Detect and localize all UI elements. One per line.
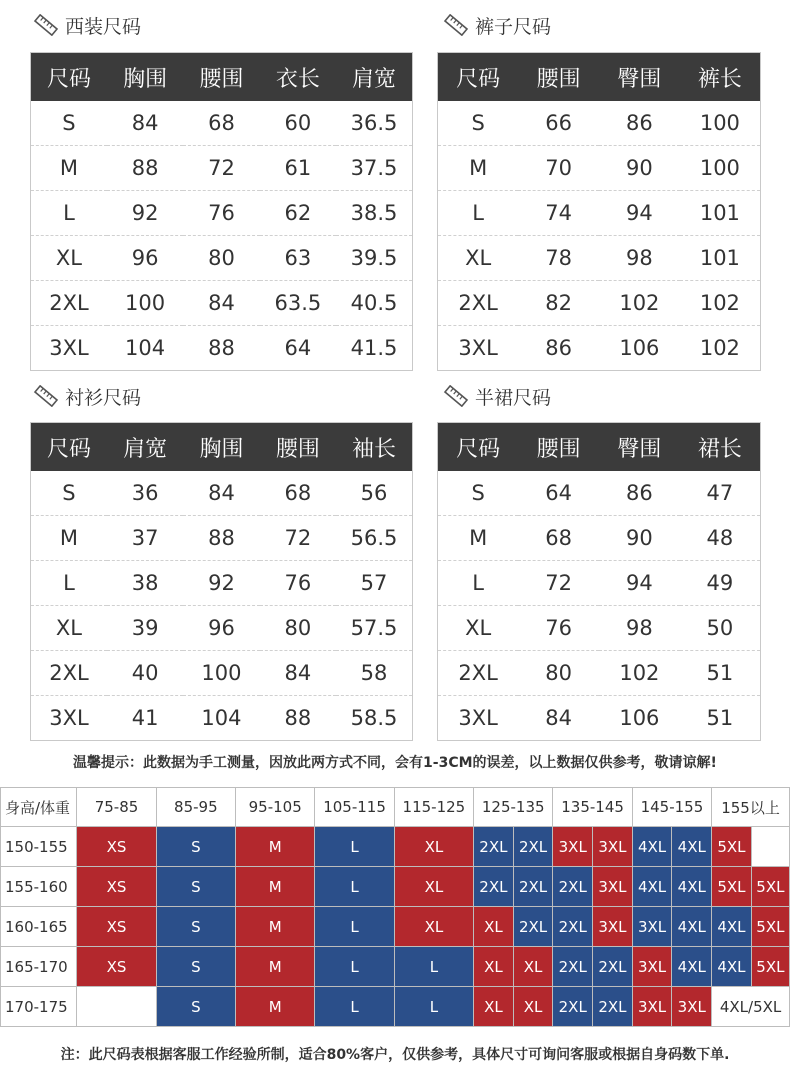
table-cell: 86 (545, 336, 572, 360)
height-range-label: 155-160 (1, 867, 77, 907)
table-cell: L (31, 561, 107, 606)
table-row (31, 326, 413, 371)
height-range-label: 150-155 (1, 827, 77, 867)
table-cell: XL (438, 606, 519, 651)
weight-range-header: 105-115 (315, 788, 394, 827)
table-row (31, 236, 413, 281)
table-cell: 3XL (49, 706, 89, 730)
header-row (438, 53, 761, 102)
table-row (438, 191, 761, 236)
table-cell: 106 (619, 336, 660, 360)
table-cell: 39 (107, 606, 183, 651)
table-cell: 90 (599, 516, 680, 561)
table-cell: 98 (599, 606, 680, 651)
table-cell: 102 (599, 281, 680, 326)
size-cell: 3XL (593, 827, 633, 867)
column-header: 胸围 (107, 53, 183, 102)
table-cell: 88 (183, 516, 259, 561)
column-header: 臀围 (599, 423, 680, 472)
table-row (31, 651, 413, 696)
table-cell: 90 (599, 146, 680, 191)
size-cell: L (315, 987, 394, 1027)
size-cell: 4XL/5XL (712, 987, 790, 1027)
table-cell: 101 (680, 236, 761, 281)
table-cell: 51 (680, 651, 761, 696)
table-cell: 84 (107, 101, 183, 146)
table-cell: M (438, 516, 519, 561)
table-cell: 72 (260, 516, 336, 561)
table-cell: 102 (699, 336, 740, 360)
column-header: 尺码 (31, 53, 107, 102)
grid-row (1, 947, 790, 987)
header-row (31, 53, 413, 102)
table-cell: 58 (336, 651, 412, 696)
table-cell: 36 (107, 471, 183, 516)
table-cell: S (31, 471, 107, 516)
table-row (438, 516, 761, 561)
weight-range-header: 145-155 (632, 788, 711, 827)
size-cell: 4XL (632, 827, 672, 867)
size-cell: 4XL (712, 907, 752, 947)
size-cell: XL (394, 907, 473, 947)
grid-row (1, 867, 790, 907)
size-cell: L (315, 867, 394, 907)
grid-header-row (1, 788, 790, 827)
column-header: 尺码 (438, 53, 519, 102)
table-cell: 88 (284, 706, 312, 730)
table-row (438, 236, 761, 281)
size-cell: 5XL (712, 827, 752, 867)
table-cell: 86 (599, 101, 680, 146)
table-row (31, 191, 413, 236)
size-cell: XS (77, 947, 156, 987)
size-cell: L (315, 947, 394, 987)
table-cell: 3XL (49, 336, 89, 360)
table-cell: 41.5 (350, 336, 398, 360)
table-cell: 38 (107, 561, 183, 606)
column-header: 臀围 (599, 53, 680, 102)
table-row (31, 606, 413, 651)
column-header: 胸围 (183, 423, 259, 472)
column-header: 衣长 (260, 53, 336, 102)
weight-range-header: 155以上 (712, 788, 790, 827)
table-cell: XL (438, 236, 519, 281)
table-cell: 100 (680, 101, 761, 146)
table-cell: 86 (599, 471, 680, 516)
table-cell: 72 (518, 561, 599, 606)
table-cell: M (31, 516, 107, 561)
weight-range-header: 135-145 (553, 788, 632, 827)
table-cell: 76 (183, 191, 259, 236)
header-row (438, 423, 761, 472)
table-cell: 84 (183, 471, 259, 516)
table-cell: 104 (125, 336, 166, 360)
size-cell: XS (77, 827, 156, 867)
table-cell: 40.5 (336, 281, 412, 326)
pants-section-title (443, 12, 551, 38)
size-cell: M (236, 827, 315, 867)
height-range-label: 165-170 (1, 947, 77, 987)
table-cell: 88 (208, 336, 235, 360)
size-cell: 2XL (593, 987, 633, 1027)
table-cell: S (438, 471, 519, 516)
size-cell: 2XL (513, 827, 553, 867)
table-row (438, 326, 761, 371)
skirt-title-text: 半裙尺码 (475, 386, 552, 409)
table-cell: 63 (260, 236, 336, 281)
column-header: 袖长 (336, 423, 412, 472)
shirt-size-table (30, 422, 413, 741)
table-cell: 50 (680, 606, 761, 651)
size-cell: 5XL (712, 867, 752, 907)
table-cell: 98 (599, 236, 680, 281)
table-cell: 61 (260, 146, 336, 191)
size-cell: XS (77, 907, 156, 947)
table-cell: 102 (680, 281, 761, 326)
table-row (438, 651, 761, 696)
table-cell: 37.5 (336, 146, 412, 191)
table-cell: 70 (518, 146, 599, 191)
size-cell: S (156, 947, 235, 987)
table-cell: 2XL (438, 281, 519, 326)
column-header: 尺码 (31, 423, 107, 472)
suit-title-text: 西装尺码 (65, 15, 142, 38)
shirt-section-title (33, 383, 141, 409)
column-header: 裙长 (680, 423, 761, 472)
table-cell: 48 (680, 516, 761, 561)
table-cell: S (31, 101, 107, 146)
table-cell: XL (31, 236, 107, 281)
size-cell: 2XL (513, 867, 553, 907)
table-cell: 102 (599, 651, 680, 696)
height-range-label: 170-175 (1, 987, 77, 1027)
size-cell: XL (474, 947, 514, 987)
table-cell: 84 (183, 281, 259, 326)
size-cell: 2XL (553, 947, 593, 987)
table-cell: 57 (336, 561, 412, 606)
table-cell: 80 (260, 606, 336, 651)
size-cell: 3XL (632, 907, 672, 947)
table-cell: 76 (260, 561, 336, 606)
table-cell: 3XL (458, 706, 498, 730)
grid-row (1, 827, 790, 867)
table-row (438, 561, 761, 606)
size-cell: 2XL (553, 987, 593, 1027)
size-cell: S (156, 827, 235, 867)
table-cell: 64 (518, 471, 599, 516)
size-cell: 4XL (672, 867, 712, 907)
size-cell: M (236, 987, 315, 1027)
weight-range-header: 95-105 (236, 788, 315, 827)
table-row (438, 101, 761, 146)
size-cell: L (315, 907, 394, 947)
table-cell: 80 (183, 236, 259, 281)
size-cell: XL (474, 987, 514, 1027)
table-cell: 74 (518, 191, 599, 236)
table-row (31, 516, 413, 561)
table-cell: 106 (619, 706, 660, 730)
table-cell: L (438, 561, 519, 606)
size-cell: 5XL (751, 867, 789, 907)
shirt-title-text: 衬衫尺码 (65, 386, 142, 409)
table-cell: 100 (680, 146, 761, 191)
column-header: 腰围 (518, 53, 599, 102)
table-cell: 40 (107, 651, 183, 696)
size-cell: XS (77, 867, 156, 907)
size-cell: 4XL (672, 947, 712, 987)
table-cell: 68 (260, 471, 336, 516)
table-cell: 56.5 (336, 516, 412, 561)
size-cell: XL (513, 987, 553, 1027)
table-row (438, 696, 761, 741)
table-cell: 49 (680, 561, 761, 606)
size-cell: S (156, 987, 235, 1027)
weight-range-header: 125-135 (474, 788, 553, 827)
size-cell: 3XL (632, 987, 672, 1027)
table-cell: 39.5 (336, 236, 412, 281)
ruler-icon (443, 385, 469, 407)
column-header: 腰围 (260, 423, 336, 472)
table-cell: 64 (284, 336, 312, 360)
measurement-tip: 温馨提示：此数据为手工测量，因放此两方式不同，会有1-3CM的误差，以上数据仅供参考，敬请谅解! (73, 755, 717, 771)
size-cell: L (394, 947, 473, 987)
size-cell: 2XL (474, 827, 514, 867)
table-cell: 84 (545, 706, 572, 730)
table-cell: 36.5 (336, 101, 412, 146)
table-cell: 76 (518, 606, 599, 651)
suit-section-title (33, 12, 141, 38)
table-cell: 57.5 (336, 606, 412, 651)
table-row (31, 561, 413, 606)
size-cell: L (394, 987, 473, 1027)
table-cell: 2XL (438, 651, 519, 696)
size-cell: 2XL (474, 867, 514, 907)
table-cell: 62 (260, 191, 336, 236)
table-cell: 68 (518, 516, 599, 561)
table-cell: 41 (131, 706, 159, 730)
table-row (438, 146, 761, 191)
weight-range-header: 85-95 (156, 788, 235, 827)
table-cell: M (31, 146, 107, 191)
table-cell: XL (31, 606, 107, 651)
table-cell: S (438, 101, 519, 146)
size-cell: 3XL (632, 947, 672, 987)
column-header: 肩宽 (336, 53, 412, 102)
table-row (31, 281, 413, 326)
table-cell: 3XL (458, 336, 498, 360)
suit-size-table (30, 52, 413, 371)
table-cell: 47 (680, 471, 761, 516)
table-cell: 58.5 (350, 706, 398, 730)
size-cell: 5XL (751, 907, 789, 947)
size-cell: 3XL (593, 907, 633, 947)
table-cell: 94 (599, 561, 680, 606)
height-range-label: 160-165 (1, 907, 77, 947)
table-cell: 38.5 (336, 191, 412, 236)
table-cell: 2XL (31, 651, 107, 696)
table-cell: 78 (518, 236, 599, 281)
table-row (31, 101, 413, 146)
table-cell: 82 (518, 281, 599, 326)
size-cell (77, 987, 156, 1027)
pants-size-table (437, 52, 761, 371)
size-cell: 3XL (553, 827, 593, 867)
table-cell: 96 (107, 236, 183, 281)
size-cell: XL (474, 907, 514, 947)
table-cell: L (438, 191, 519, 236)
size-cell: 4XL (632, 867, 672, 907)
size-cell: L (315, 827, 394, 867)
grid-corner-label: 身高/体重 (1, 788, 77, 827)
table-cell: 100 (183, 651, 259, 696)
size-cell: 2XL (513, 907, 553, 947)
table-cell: 104 (201, 706, 242, 730)
size-cell: 4XL (672, 907, 712, 947)
table-cell: 63.5 (260, 281, 336, 326)
weight-range-header: 75-85 (77, 788, 156, 827)
size-cell: 3XL (672, 987, 712, 1027)
table-cell: 66 (518, 101, 599, 146)
table-cell: 72 (183, 146, 259, 191)
column-header: 肩宽 (107, 423, 183, 472)
table-cell: 56 (336, 471, 412, 516)
table-cell: 68 (183, 101, 259, 146)
column-header: 裤长 (680, 53, 761, 102)
table-row (31, 146, 413, 191)
table-cell: 94 (599, 191, 680, 236)
size-cell: XL (513, 947, 553, 987)
skirt-section-title (443, 383, 551, 409)
height-weight-size-grid (0, 787, 790, 1027)
ruler-icon (443, 14, 469, 36)
skirt-size-table (437, 422, 761, 741)
ruler-icon (33, 385, 59, 407)
size-cell: 5XL (751, 947, 789, 987)
size-cell: S (156, 907, 235, 947)
grid-row (1, 907, 790, 947)
table-row (438, 281, 761, 326)
size-cell: 4XL (712, 947, 752, 987)
table-cell: 37 (107, 516, 183, 561)
size-cell: M (236, 907, 315, 947)
table-cell: 100 (107, 281, 183, 326)
ruler-icon (33, 14, 59, 36)
table-cell: 88 (107, 146, 183, 191)
table-cell: 84 (260, 651, 336, 696)
footer-note: 注：此尺码表根据客服工作经验所制，适合80%客户，仅供参考，具体尺寸可询问客服或根据自身码数下单. (60, 1047, 730, 1063)
table-row (31, 696, 413, 741)
weight-range-header: 115-125 (394, 788, 473, 827)
size-cell (751, 827, 789, 867)
table-cell: 60 (260, 101, 336, 146)
column-header: 腰围 (518, 423, 599, 472)
table-cell: 92 (107, 191, 183, 236)
table-cell: 51 (706, 706, 734, 730)
size-cell: XL (394, 827, 473, 867)
size-cell: 2XL (593, 947, 633, 987)
table-row (438, 471, 761, 516)
table-cell: 96 (183, 606, 259, 651)
table-cell: 92 (183, 561, 259, 606)
pants-title-text: 裤子尺码 (475, 15, 552, 38)
column-header: 尺码 (438, 423, 519, 472)
size-cell: 2XL (553, 907, 593, 947)
size-cell: 2XL (553, 867, 593, 907)
size-cell: 4XL (672, 827, 712, 867)
table-cell: 2XL (31, 281, 107, 326)
header-row (31, 423, 413, 472)
table-cell: 80 (518, 651, 599, 696)
table-row (438, 606, 761, 651)
table-cell: L (31, 191, 107, 236)
size-cell: M (236, 867, 315, 907)
size-cell: XL (394, 867, 473, 907)
table-row (31, 471, 413, 516)
table-cell: 101 (680, 191, 761, 236)
size-cell: 3XL (593, 867, 633, 907)
size-cell: S (156, 867, 235, 907)
column-header: 腰围 (183, 53, 259, 102)
size-cell: M (236, 947, 315, 987)
grid-row (1, 987, 790, 1027)
table-cell: M (438, 146, 519, 191)
